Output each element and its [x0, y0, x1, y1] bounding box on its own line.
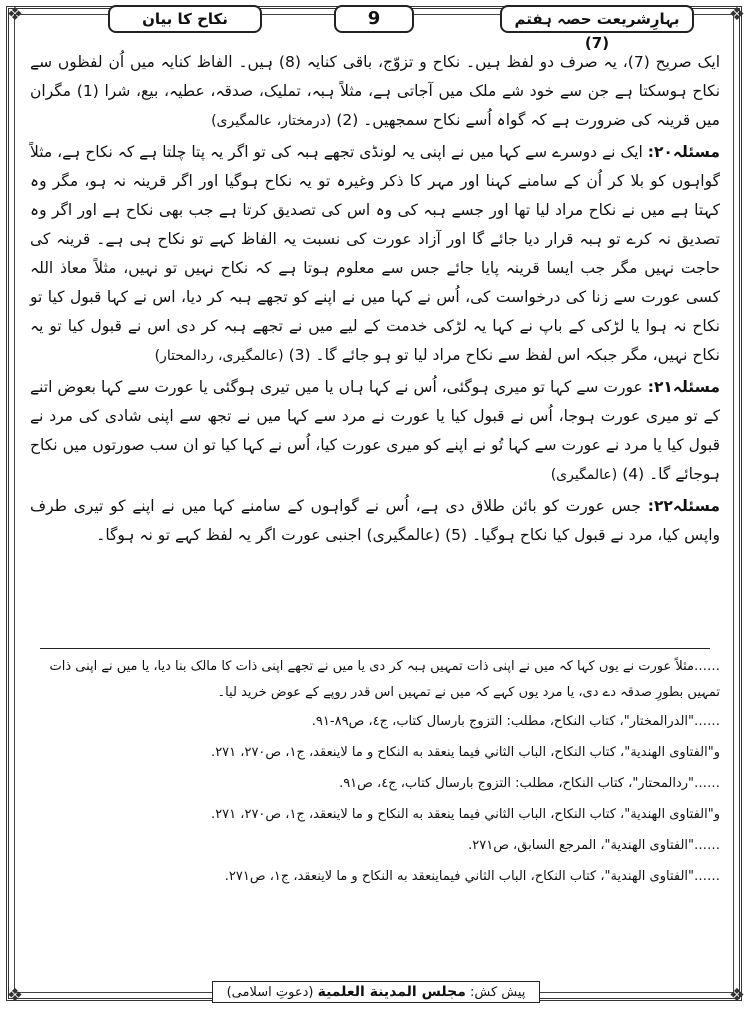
- corner-ornament-icon: ❖: [6, 4, 24, 25]
- footer-prefix: پیش کش:: [470, 985, 526, 1000]
- publisher-name: مجلس المدینة العلمیة: [317, 984, 466, 1000]
- publisher-box: [212, 981, 541, 1003]
- footnote: ……"الفتاوى الهندية"، كتاب النكاح، الباب الثاني فيماينعقد به النكاح و ما لاينعقد، ج١، ص٢٧١.: [224, 869, 720, 884]
- masla-label: مسئلہ۲۲:: [647, 497, 720, 515]
- chapter-title: نکاح کا بیان: [108, 5, 262, 33]
- footnote: ……مثلاً عورت نے یوں کہا کہ میں نے اپنی ذات تمہیں ہبہ کر دی یا میں نے تجھے اپنی ذات کا مالک بنا دیا، یا میں نے اپنی ذات تمہیں بطورِ صدقہ دے دی، یا مرد یوں کہے کہ میں نے تمہیں اس قدر روپے کے عوض خرید لیا۔: [49, 659, 720, 700]
- paragraph-text: ایک نے دوسرے سے کہا میں نے اپنی یہ لونڈی تجھے ہبہ کی تو اگر یہ پتا چلتا ہے کہ نکاح ہے، مثلاً گواہوں کو بلا کر اُن کے سامنے کہنا اور مہر کا ذکر وغیرہ تو یہ نکاح ہوگیا اور اگر قرینہ نہ ہو، مگر وہ کہتا ہے میں نے نکاح مراد لیا تھا اور جسے ہبہ کی وہ اس کی تصدیق کرتا ہے جب بھی نکاح ہے اور اگر وہ تصدیق نہ کرے تو ہبہ قرار دیا جائے گا اور آزاد عورت کی نسبت یہ الفاظ کہے تو نکاح ہی ہے۔ قرینہ کی حاجت نہیں مگر جب ایسا قرینہ پایا جائے جس سے معلوم ہوتا ہے کہ نکاح نہیں تو نہیں، مثلاً معاذ اللہ کسی عورت سے زنا کی درخواست کی، اُس نے کہا میں نے اپنے کو تجھے ہبہ کر دیا، اس نے کہا قبول کیا تو نکاح نہ ہوا یا لڑکی کے باپ نے کہا یہ لڑکی خدمت کے لیے میں نے تجھے ہبہ کر دی اس نے قبول کیا تو یہ نکاح نہیں، مگر جبکہ اس لفظ سے نکاح مراد لیا تو ہو جائے گا۔ (3): [30, 143, 720, 364]
- masla-20: [30, 138, 720, 371]
- paragraph-reference: (درمختار، عالمگیری): [211, 113, 332, 129]
- paragraph-text: ایک صریح (7)، یہ صرف دو لفظ ہیں۔ نکاح و تزوّج، باقی کنایہ (8) ہیں۔ الفاظ کنایہ میں اُن لفظوں سے نکاح ہوسکتا ہے جن سے خود شے ملک میں آجاتی ہے، مثلاً ہبہ، تملیک، صدقہ، عطیہ، بیع، شرا (1) مگران میں قرینہ کی ضرورت ہے کہ گواہ اُسے نکاح سمجھیں۔ (2): [30, 53, 721, 129]
- masla-label: مسئلہ۲۱:: [647, 378, 720, 396]
- corner-ornament-icon: ❖: [6, 985, 24, 1006]
- book-title: بہارِشریعت حصہ ہفتم (7): [500, 5, 694, 33]
- corner-ornament-icon: ❖: [728, 985, 746, 1006]
- page-header: [58, 5, 694, 52]
- footnote: و"الفتاوى الهندية"، كتاب النكاح، الباب الثاني فيما ينعقد به النكاح و ما لاينعقد، ج١، ص٢٧٠، ٢٧١.: [211, 745, 720, 760]
- main-text: [30, 48, 720, 552]
- masla-label: مسئلہ۲۰:: [647, 143, 720, 161]
- footnote: ……"ردالمحتار"، كتاب النكاح، مطلب: التزوج بارسال كتاب، ج٤، ص٩١.: [339, 776, 720, 791]
- corner-ornament-icon: ❖: [728, 4, 746, 25]
- page-number: 9: [334, 5, 414, 33]
- footnote-divider: [40, 648, 710, 649]
- masla-21: [30, 373, 720, 490]
- paragraph-text: عورت سے کہا تو میری ہوگئی، اُس نے کہا ہاں یا میں تیری ہوگئی یا عورت سے کہا بعوض اتنے کے تو میری عورت ہوجا، اُس نے قبول کیا یا عورت نے مرد سے کہا میں نے تجھ سے اپنی شادی کی مرد نے قبول کیا یا مرد نے عورت سے کہا تُو نے اپنے کو میری عورت کیا، اُس نے کہا کیا تو ان سب صورتوں میں نکاح ہوجائے گا۔ (4): [30, 378, 720, 483]
- footnote: ……"الدرالمختار"، كتاب النكاح، مطلب: التزوج بارسال كتاب، ج٤، ص٨٩-٩١.: [311, 714, 720, 729]
- masla-22: [30, 492, 720, 550]
- paragraph-reference: (عالمگیری، ردالمحتار): [154, 348, 284, 364]
- paragraph-reference: (عالمگیری): [550, 467, 618, 483]
- footnotes: [30, 654, 720, 892]
- footer-suffix: (دعوتِ اسلامی): [226, 985, 314, 1000]
- footnote: و"الفتاوى الهندية"، كتاب النكاح، الباب الثاني فيما ينعقد به النكاح و ما لاينعقد، ج١، ص٢٧٠، ٢٧١.: [211, 807, 720, 822]
- paragraph-intro: [30, 48, 720, 136]
- footnote: ……"الفتاوى الهندية"، المرجع السابق، ص٢٧١.: [468, 838, 720, 853]
- page-footer: [0, 981, 752, 1003]
- paragraph-text: جس عورت کو بائن طلاق دی ہے، اُس نے گواہوں کے سامنے کہا میں نے اپنے کو تیری طرف واپس کیا، مرد نے قبول کیا نکاح ہوگیا۔ (5) (عالمگیری) اجنبی عورت اگر یہ لفظ کہے تو نہ ہوگا۔: [30, 497, 720, 544]
